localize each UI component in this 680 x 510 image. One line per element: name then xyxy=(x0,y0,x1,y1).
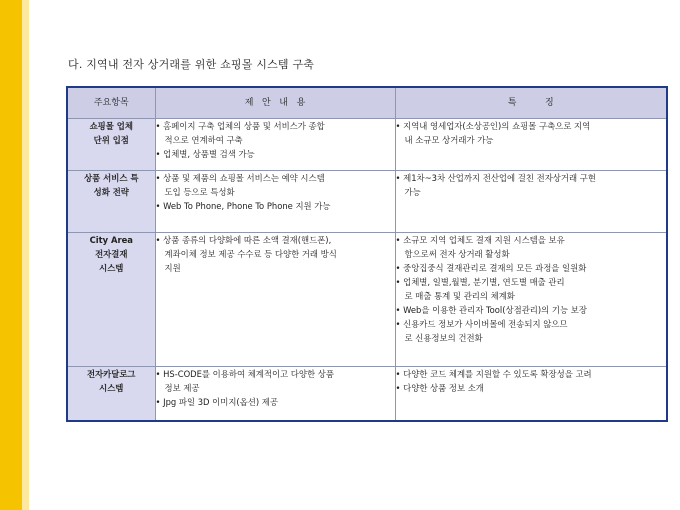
table-header-row xyxy=(67,87,667,119)
feature-line: • 소규모 지역 업체도 결재 지원 시스템을 보유 xyxy=(395,235,565,245)
side-accent-bar xyxy=(0,0,22,510)
side-accent-edge xyxy=(22,0,29,510)
item-label-line: 시스템 xyxy=(99,263,124,273)
feature-line: 내 소규모 상거래가 가능 xyxy=(404,135,494,145)
proposal-table xyxy=(66,86,668,422)
table-row xyxy=(67,119,667,171)
proposal-line: 도입 등으로 특성화 xyxy=(164,187,235,197)
feature-line: • 신용카드 정보가 사이버몰에 전송되지 않으므 xyxy=(395,319,568,329)
proposal-cell xyxy=(155,233,395,367)
proposal-line: • 업체별, 상품별 검색 가능 xyxy=(155,149,255,159)
feature-line: 로 신용정보의 건전화 xyxy=(404,333,483,343)
feature-line: • 중앙집중식 결재관리로 결재의 모든 과정을 일원화 xyxy=(395,263,587,273)
feature-line: • 지역내 영세업자(소상공인)의 쇼핑몰 구축으로 지역 xyxy=(395,121,591,131)
proposal-line: • Web To Phone, Phone To Phone 지원 가능 xyxy=(155,201,331,211)
proposal-cell xyxy=(155,367,395,421)
proposal-cell xyxy=(155,119,395,171)
feature-line: • 제1차~3차 산업까지 전산업에 걸친 전자상거래 구현 xyxy=(395,173,596,183)
header-item: 주요항목 xyxy=(67,87,155,119)
section-title: 다. 지역내 전자 상거래를 위한 쇼핑몰 시스템 구축 xyxy=(68,58,315,71)
feature-line: • 업체별, 일별,월별, 분기별, 연도별 매출 관리 xyxy=(395,277,565,287)
features-cell xyxy=(395,233,667,367)
table-row xyxy=(67,367,667,421)
features-cell xyxy=(395,119,667,171)
features-cell xyxy=(395,171,667,233)
item-label-line: 쇼핑몰 업체 xyxy=(89,121,133,131)
proposal-line: • 홈페이지 구축 업체의 상품 및 서비스가 종합 xyxy=(155,121,325,131)
feature-line: • 다양한 코드 체계를 지원할 수 있도록 확장성을 고려 xyxy=(395,369,592,379)
table-row xyxy=(67,233,667,367)
item-label-line: 성화 전략 xyxy=(93,187,129,197)
proposal-line: 정보 제공 xyxy=(164,383,200,393)
table-row xyxy=(67,171,667,233)
row-item-label xyxy=(67,119,155,171)
item-label-line: 전자결재 xyxy=(95,249,128,259)
header-features: 특 징 xyxy=(395,87,667,119)
row-item-label xyxy=(67,233,155,367)
features-cell xyxy=(395,367,667,421)
proposal-line: • Jpg 파일 3D 이미지(옵션) 제공 xyxy=(155,397,278,407)
proposal-line: • 상품 및 제품의 쇼핑몰 서비스는 예약 시스템 xyxy=(155,173,325,183)
proposal-cell xyxy=(155,171,395,233)
proposal-line: • 상품 종류의 다양화에 따른 소액 결재(핸드폰), xyxy=(155,235,332,245)
feature-line: 함으로써 전자 상거래 활성화 xyxy=(404,249,510,259)
item-label-line: 상품 서비스 특 xyxy=(84,173,139,183)
proposal-line: 계좌이체 정보 제공 수수료 등 다양한 거래 방식 xyxy=(164,249,337,259)
item-label-line: 단위 입점 xyxy=(93,135,129,145)
item-label-line: 전자카달로그 xyxy=(86,369,136,379)
row-item-label xyxy=(67,367,155,421)
proposal-line: • HS-CODE를 이용하여 체계적이고 다양한 상품 xyxy=(155,369,334,379)
proposal-line: 적으로 연계하여 구축 xyxy=(164,135,243,145)
feature-line: 가능 xyxy=(404,187,421,197)
row-item-label xyxy=(67,171,155,233)
feature-line: • Web을 이용한 관리자 Tool(상점관리)의 기능 보장 xyxy=(395,305,587,315)
proposal-line: 지원 xyxy=(164,263,181,273)
feature-line: • 다양한 상품 정보 소개 xyxy=(395,383,484,393)
feature-line: 로 매출 통계 및 관리의 체계화 xyxy=(404,291,515,301)
header-proposal: 제 안 내 용 xyxy=(155,87,395,119)
item-label-line: 시스템 xyxy=(99,383,124,393)
item-label-line: City Area xyxy=(89,235,133,245)
